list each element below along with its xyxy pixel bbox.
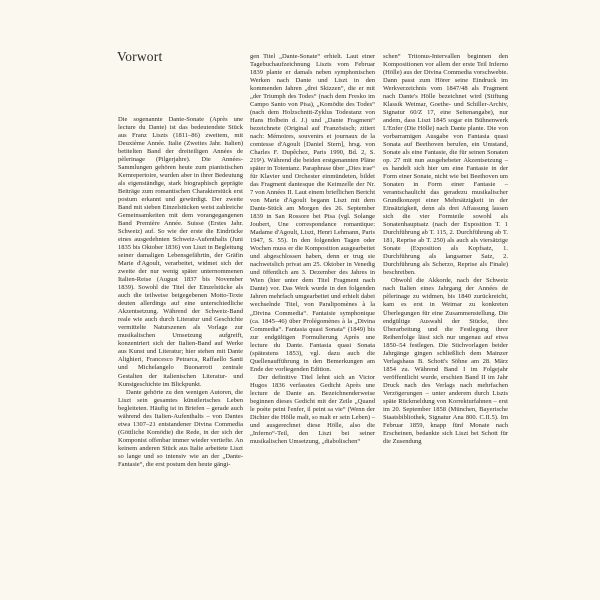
paragraph: Obwohl die Akkorde, nach der Schweiz nach Italien eines Jahrgang der Années de pèlerinage zu widmen, bis 1840 zurückreicht, kam es erst in Weimar zu konkreten Überlegungen für eine Zusammenstellung. Die endgültige Auswahl der Stücke, ihre Überarbeitung und die Festlegung ihrer Reihenfolge lässt sich nur ungenau auf etwa 1850–54 festlegen. Die Stichvorlagen beider Jahrgänge gingen schließlich dem Mainzer Verlagshaus B. Schott's Söhne am 28. März 1854 zu. Während Band I im Folgejahr veröffentlicht wurde, erschien Band II im Jahr Druck nach des Verlags nach mehrfachen Verzögerungen – unter anderem durch Liszts späte Rückmeldung von Korrekturfahnen – erst im 20. September 1858 (München, Bayerische Staatsbibliothek, Signatur Ana 800. C.II.5). Im Februar 1859, knapp fünf Monate nach Erscheinen, bedankte sich Liszt bei Schott für die Zusendung <box>383 277 508 445</box>
page-title: Vorwort <box>117 49 163 64</box>
text-column-1 <box>118 116 243 469</box>
paragraph: Die sogenannte Dante-Sonate (Après une lecture du Dante) ist das bedeutendste Stück aus Franz Liszts (1811–86) zweitem, mit Deuxième Année. Italie (Zweites Jahr. Italien) betitelten Band der dreiteiligen Années de pèlerinage (Pilgerjahre). Die Années-Sammlungen gehören heute zum pianistischen Kernrepertoire, wurden aber in ihrer Bedeutung als eigenständige, stark biographisch geprägte Beiträge zum romantischen Charakterstück erst postum erkannt und gewürdigt. Der zweite Band mit sieben Einzelstücken weist zahlreiche Gemeinsamkeiten mit dem vorangegangenen Band Première Année. Suisse (Erstes Jahr. Schweiz) auf. So wie der erste die Eindrücke eines ausgedehnten Schweiz-Aufenthalts (Juni 1835 bis Oktober 1836) von Liszt in Begleitung seiner damaligen Lebensgefährtin, der Gräfin Marie d'Agoult, verarbeitet, widmet sich der zweite der nur wenig später unternommenen Italien-Reise (August 1837 bis November 1839). Sowohl die Titel der Einzelstücke als auch die teilweise beigegebenen Motto-Texte deuten allerdings auf eine unterschiedliche Akzentsetzung. Während der Schweiz-Band reale wie auch durch Literatur und Geschichte vermittelte Naturszenen als Vorlage zur musikalischen Umsetzung aufgreift, konzentriert sich der Italien-Band auf Werke aus Kunst und Literatur; hier stehen mit Dante Alighieri, Francesco Petrarca, Raffaello Santi und Michelangelo Buonarroti zentrale Gestalten der italienischen Literatur- und Kunstgeschichte im Blickpunkt. <box>118 116 243 388</box>
paragraph: schen“ Tritonus-Intervallen beginnen den Kompositionen vor allem der erste Teil Inferno (Hölle) aus der Divina Commedia vorschwebte. Dann passt zum Hörer seine Eindruck im Werkverzeichnis vom 1847/48 als Fragment nach Dante's Hölle bezeichnet wird (Stiftung Klassik Weimar, Goethe- und Schiller-Archiv, Signatur 60/Z 17, eine Seitenangabe), nur andem, dass Liszt 1845 sogar ein Bühnenwerk L'Enfer (Die Hölle) nach Dante plante. Die von vorbarramigen Ausgabe von Fantasia quasi Sonata auf Beethoven berufen, ein Umstand, Sonate als eine Fantasie, die für seinen Sonaten op. 27 mit nun ausgehebeter Akzentsetzung – es handelt sich hier um eine Fantasie in der Form einer Sonate, nicht wie bei Beethoven um Sonaten in Form einer Fantasie – verantschaulicht das geradezu musikalischer Grundkonzept einer Mehrsätzigkeit in der Einsätzigkeit, denn als drei Affassung lassen sich die vier Formteile sowohl als Sonatenhauptsatz (nach der Exposition T. 1 Durchführung ab T. 115, 2. Durchführung ab T. 181, Reprise ab T. 250) als auch als viersätzige Sonate (Exposition als Kopfsatz, 1. Durchführung als langsamer Satz, 2. Durchführung als Scherzo, Reprise als Finale) beschreiben. <box>383 53 508 277</box>
paragraph: gen Titel „Dante-Sonate“ erhielt. Laut einer Tagebuchaufzeichnung Liszts vom Februar 1839 plante er damals neben symphonischen Werken nach Dante und Liszt in den kommenden Jahren „drei Skizzen“, die er mit „der Triumph des Todes“ (nach dem Fresko im Campo Santo von Pisa), „Komödie des Todes“ (nach dem Holzschnitt-Zyklus Todestanz von Hans Holbein d. J.) und „Dante Fragment“ bezeichnete (Original auf Französisch; zitiert nach: Mémoires, souvenirs et journaux de la comtesse d'Agoult [Daniel Stern], hrsg. von Charles F. Dupêchez, Paris 1990, Bd. 2, S. 219¹). Während die beiden erstgenannten Pläne später in Totentanz. Paraphrase über „Dies irae“ für Klavier und Orchester einmündeten, bildet das Fragment dantesque die Keimzelle der Nr. 7 von Années II. Laut einem brieflichen Bericht von Marie d'Agoult begann Liszt mit dem Dante-Stück am Morgen des 26. September 1839 in San Rossore bei Pisa (vgl. Solange Joubert, Une correspondance romantique: Madame d'Agoult, Liszt, Henri Lehmann, Paris 1947, S. 55). In den folgenden Tagen oder Wochen muss er die Komposition ausgearbeitet und abgeschlossen haben, denn er trug sie nachweislich privat am 25. Oktober in Venedig und öffentlich am 3. Dezember des Jahres in Wien (hier unter dem Titel Fragment nach Dante) vor. Das Werk wurde in den folgenden Jahren mehrfach umgearbeitet und erhielt dabei wechselnde Titel, von Paralipomènes à la „Divina Commedia“. Fantaisie symphonique (ca. 1845–46) über Prolégomènes à la „Divina Commedia“. Fantasia quasi Sonata“ (1849) bis zur endgültigen Formulierung Après une lecture du Dante. Fantasia quasi Sonata (spätestens 1853), vgl. dazu auch die Quellenaufführung in den Bemerkungen am Ende der vorliegenden Edition. <box>250 53 375 373</box>
text-column-3 <box>383 53 508 446</box>
paragraph: Der definitive Titel lehnt sich an Victor Hugos 1836 verfasstes Gedicht Après une lecture de Dante an. Bezeichnenderweise beginnen dieses Gedicht mit der Zeile „Quand le poète peint l'enfer, il peint sa vie“ (Wenn der Dichter die Hölle malt, so malt er sein Leben) – und ausgerechnet diese Hölle, also die „Inferno“-Teil, den Liszt bei seiner musikalischen Umsetzung, „diabolischen“ <box>250 373 375 445</box>
text-column-2 <box>250 53 375 446</box>
paragraph: Dante gehörte zu den wenigen Autoren, die Liszt sein gesamtes künstlerisches Leben begleiteten. Häufig ist in Briefen – gerade auch während des Italien-Aufenthalts – von Dantes etwa 1307–21 entstandener Divina Commedia (Göttliche Komödie) die Rede, in der sich der Komponist offenbar immer wieder vertiefte. An keinem anderen Stück aus Italie arbeitete Liszt so lange und so intensiv wie an der „Dante-Fantasie“, die erst postum den heute gängi- <box>118 388 243 468</box>
